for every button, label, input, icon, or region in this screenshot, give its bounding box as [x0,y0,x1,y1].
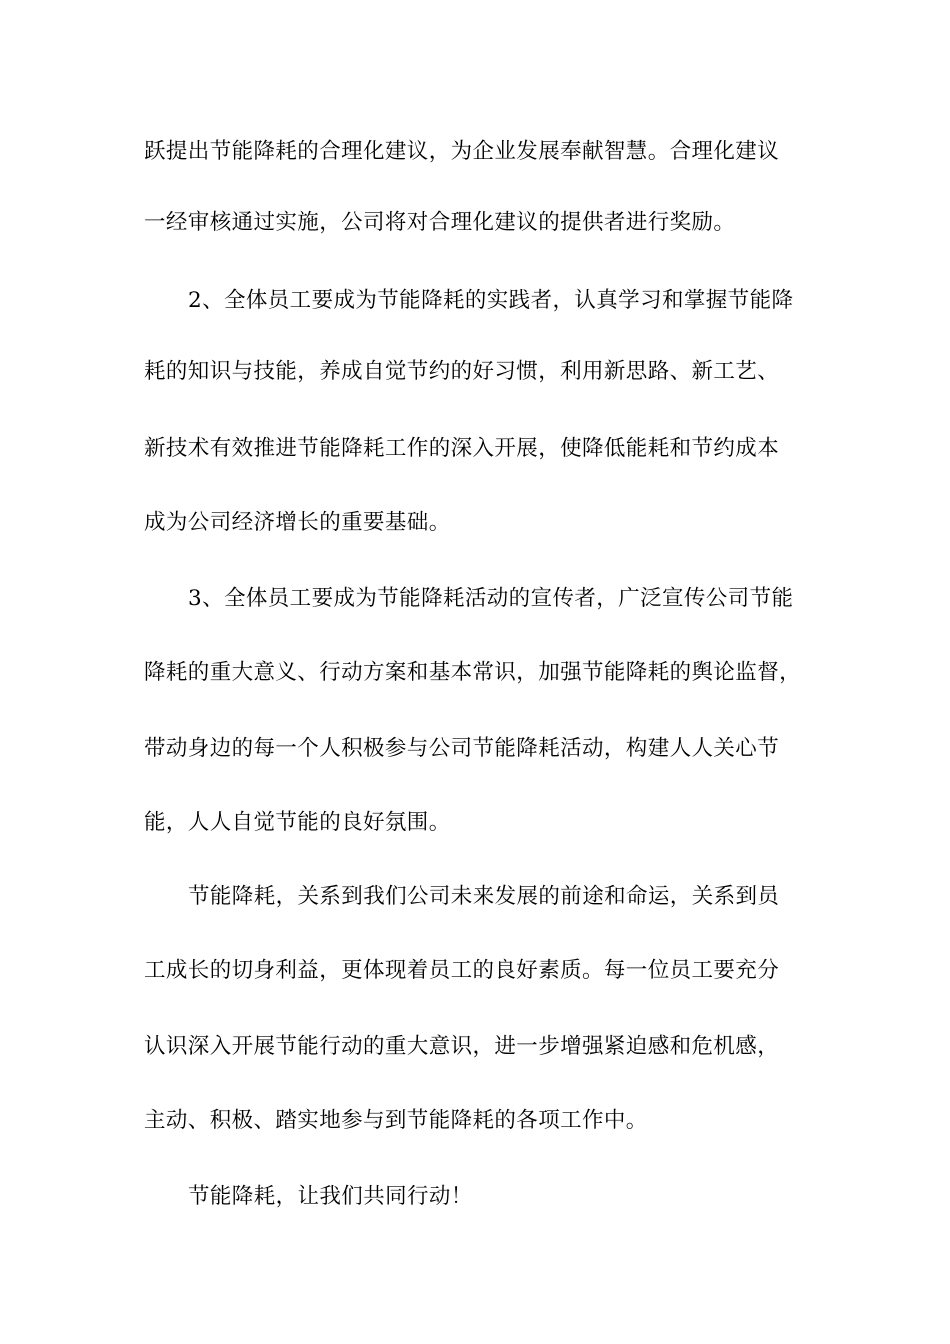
text-line: 工成长的切身利益，更体现着员工的良好素质。每一位员工要充分 [144,958,780,983]
paragraph-2-start: 2、全体员工要成为节能降耗的实践者，认真学习和掌握节能降 [188,288,794,313]
paragraph-3-start: 3、全体员工要成为节能降耗活动的宣传者，广泛宣传公司节能 [188,586,794,611]
text-line: 主动、积极、踏实地参与到节能降耗的各项工作中。 [144,1108,648,1133]
closing-slogan: 节能降耗，让我们共同行动！ [188,1184,473,1209]
text-line: 降耗的重大意义、行动方案和基本常识，加强节能降耗的舆论监督， [144,660,802,685]
text-line: 跃提出节能降耗的合理化建议，为企业发展奉献智慧。合理化建议 [144,139,780,164]
paragraph-4-start: 节能降耗，关系到我们公司未来发展的前途和命运，关系到员 [188,884,780,909]
text-line: 认识深入开展节能行动的重大意识，进一步增强紧迫感和危机感， [144,1034,780,1059]
text-line: 新技术有效推进节能降耗工作的深入开展，使降低能耗和节约成本 [144,436,780,461]
text-line: 能，人人自觉节能的良好氛围。 [144,810,451,835]
text-line: 带动身边的每一个人积极参与公司节能降耗活动，构建人人关心节 [144,736,780,761]
text-line: 成为公司经济增长的重要基础。 [144,510,451,535]
text-line: 一经审核通过实施，公司将对合理化建议的提供者进行奖励。 [144,210,736,235]
text-line: 耗的知识与技能，养成自觉节约的好习惯，利用新思路、新工艺、 [144,359,780,384]
